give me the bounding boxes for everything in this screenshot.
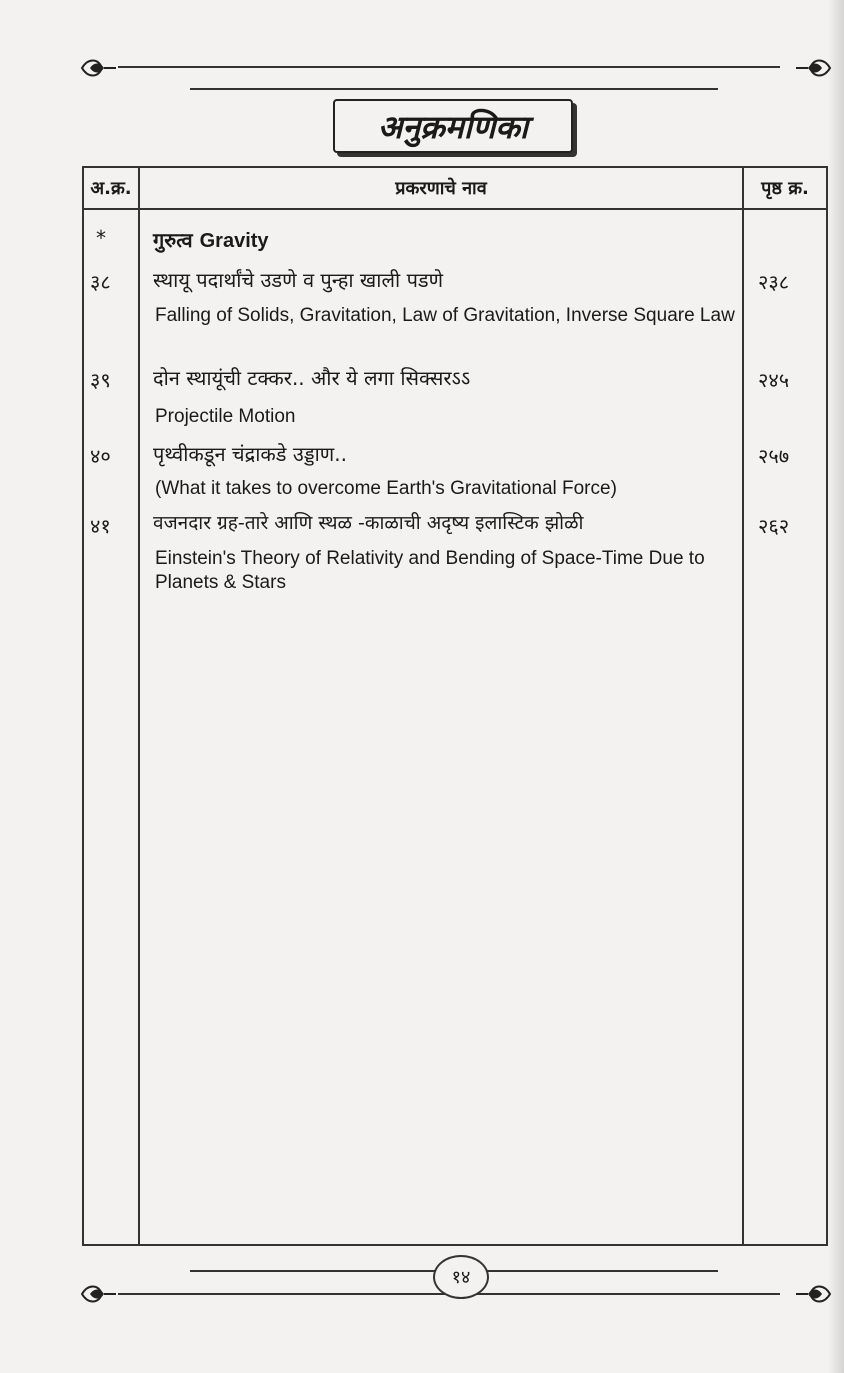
entry-page: २४५ [758,368,790,392]
entry-title-mr: पृथ्वीकडून चंद्राकडे उड्डाण.. [153,442,347,466]
ornament-bottom-left-icon [80,1282,116,1306]
top-rule-upper [118,66,780,68]
header-page: पृष्ठ क्र. [761,178,809,199]
entry-title-mr: स्थायू पदार्थांचे उडणे व पुन्हा खाली पडणे [153,268,444,292]
entry-title-en: Falling of Solids, Gravitation, Law of Gravitation, Inverse Square Law [155,305,735,326]
entry-title-mr: वजनदार ग्रह-तारे आणि स्थळ -काळाची अदृष्य इलास्टिक झोळी [153,512,584,534]
entry-page: २५७ [758,444,790,468]
entry-title-en: Einstein's Theory of Relativity and Bending of Space-Time Due to Planets & Stars [155,548,705,593]
page-title: अनुक्रमणिका [333,99,573,153]
ornament-bottom-right-icon [796,1282,832,1306]
header-number: अ.क्र. [90,178,132,199]
section-title-en: Gravity [199,230,269,252]
section-title [153,226,269,253]
entry-page: २३८ [758,270,790,294]
entry-number: ३९ [90,368,111,392]
toc-table [82,166,828,1246]
ornament-top-left-icon [80,56,116,80]
ornament-top-right-icon [796,56,832,80]
entry-number: ३८ [90,270,111,294]
column-divider-number [138,166,140,1246]
header-rule [82,208,828,210]
column-divider-page [742,166,744,1246]
entry-page: २६२ [758,514,790,538]
entry-number: ४० [90,444,111,468]
page-number: १४ [433,1255,489,1299]
entry-title-en: (What it takes to overcome Earth's Gravitational Force) [155,478,617,499]
section-title-mr: गुरुत्व [153,228,193,252]
header-chapter: प्रकरणाचे नाव [395,178,487,199]
entry-title-en: Projectile Motion [155,406,296,427]
entry-title-mr: दोन स्थायूंची टक्कर.. और ये लगा सिक्सरऽऽ [153,366,471,390]
page-edge-shadow [828,0,844,1373]
top-rule-lower [190,88,718,90]
entry-number: ४१ [90,514,111,538]
section-marker: * [96,226,106,250]
